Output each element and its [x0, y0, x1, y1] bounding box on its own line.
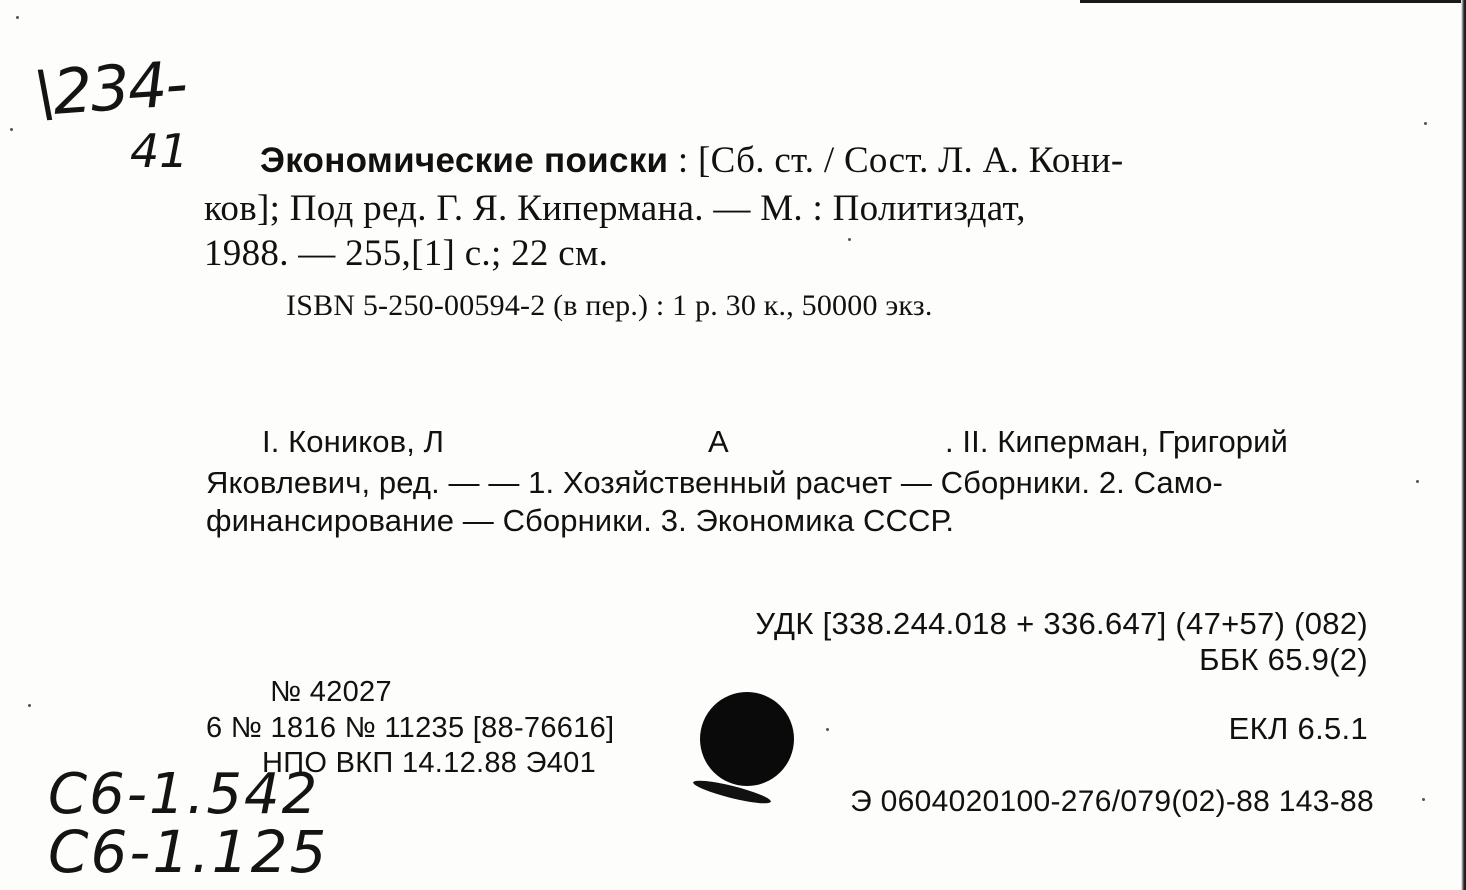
tracing-line-2: Яковлевич, ред. — — 1. Хозяйственный расчет — Сборники. 2. Само-	[206, 465, 1223, 500]
entry-title: Экономические поиски	[260, 141, 669, 180]
imprint-number: № 42027	[270, 676, 392, 708]
scan-speck	[1422, 798, 1425, 801]
scan-speck	[28, 704, 31, 707]
imprint-npo-line: НПО ВКП 14.12.88 Э401	[262, 747, 597, 779]
scan-speck	[848, 238, 851, 241]
entry-line-2: ков]; Под ред. Г. Я. Кипермана. — М. : Политиздат,	[204, 188, 1026, 229]
tracing-line-1a: I. Коников, Л	[262, 424, 445, 459]
handwritten-shelf-mark-2: 41	[130, 124, 189, 178]
entry-title-line	[260, 139, 1124, 182]
scan-speck	[1424, 122, 1427, 125]
tracing-line-1b: А	[708, 424, 729, 459]
bbk-code: ББК 65.9(2)	[1199, 642, 1368, 677]
handwritten-shelf-mark-1: \234-	[31, 46, 188, 131]
card-right-edge	[1461, 0, 1466, 890]
scan-speck	[16, 16, 19, 19]
scan-speck	[826, 728, 829, 731]
entry-line-3: 1988. — 255,[1] с.; 22 см.	[204, 233, 609, 274]
scan-speck	[10, 128, 13, 131]
card-top-edge	[1080, 0, 1466, 3]
tracing-line-1c: . II. Киперман, Григорий	[945, 424, 1288, 459]
udk-code: УДК [338.244.018 + 336.647] (47+57) (082)	[755, 606, 1368, 641]
isbn-line: ISBN 5-250-00594-2 (в пер.) : 1 р. 30 к., 50000 экз.	[286, 289, 933, 322]
punch-hole	[700, 692, 794, 786]
handwritten-code-1: C6-1.542	[48, 762, 320, 827]
handwritten-code-2: C6-1.125	[48, 818, 329, 886]
scan-speck	[1416, 480, 1419, 483]
ekl-code: ЕКЛ 6.5.1	[1228, 711, 1368, 746]
publisher-index: Э 0604020100-276/079(02)-88 143-88	[850, 785, 1374, 818]
entry-title-rest: : [Сб. ст. / Сост. Л. А. Кони-	[668, 140, 1124, 181]
tracing-line-3: финансирование — Сборники. 3. Экономика СССР.	[206, 503, 955, 538]
imprint-order-line: 6 № 1816 № 11235 [88-76616]	[206, 712, 615, 744]
